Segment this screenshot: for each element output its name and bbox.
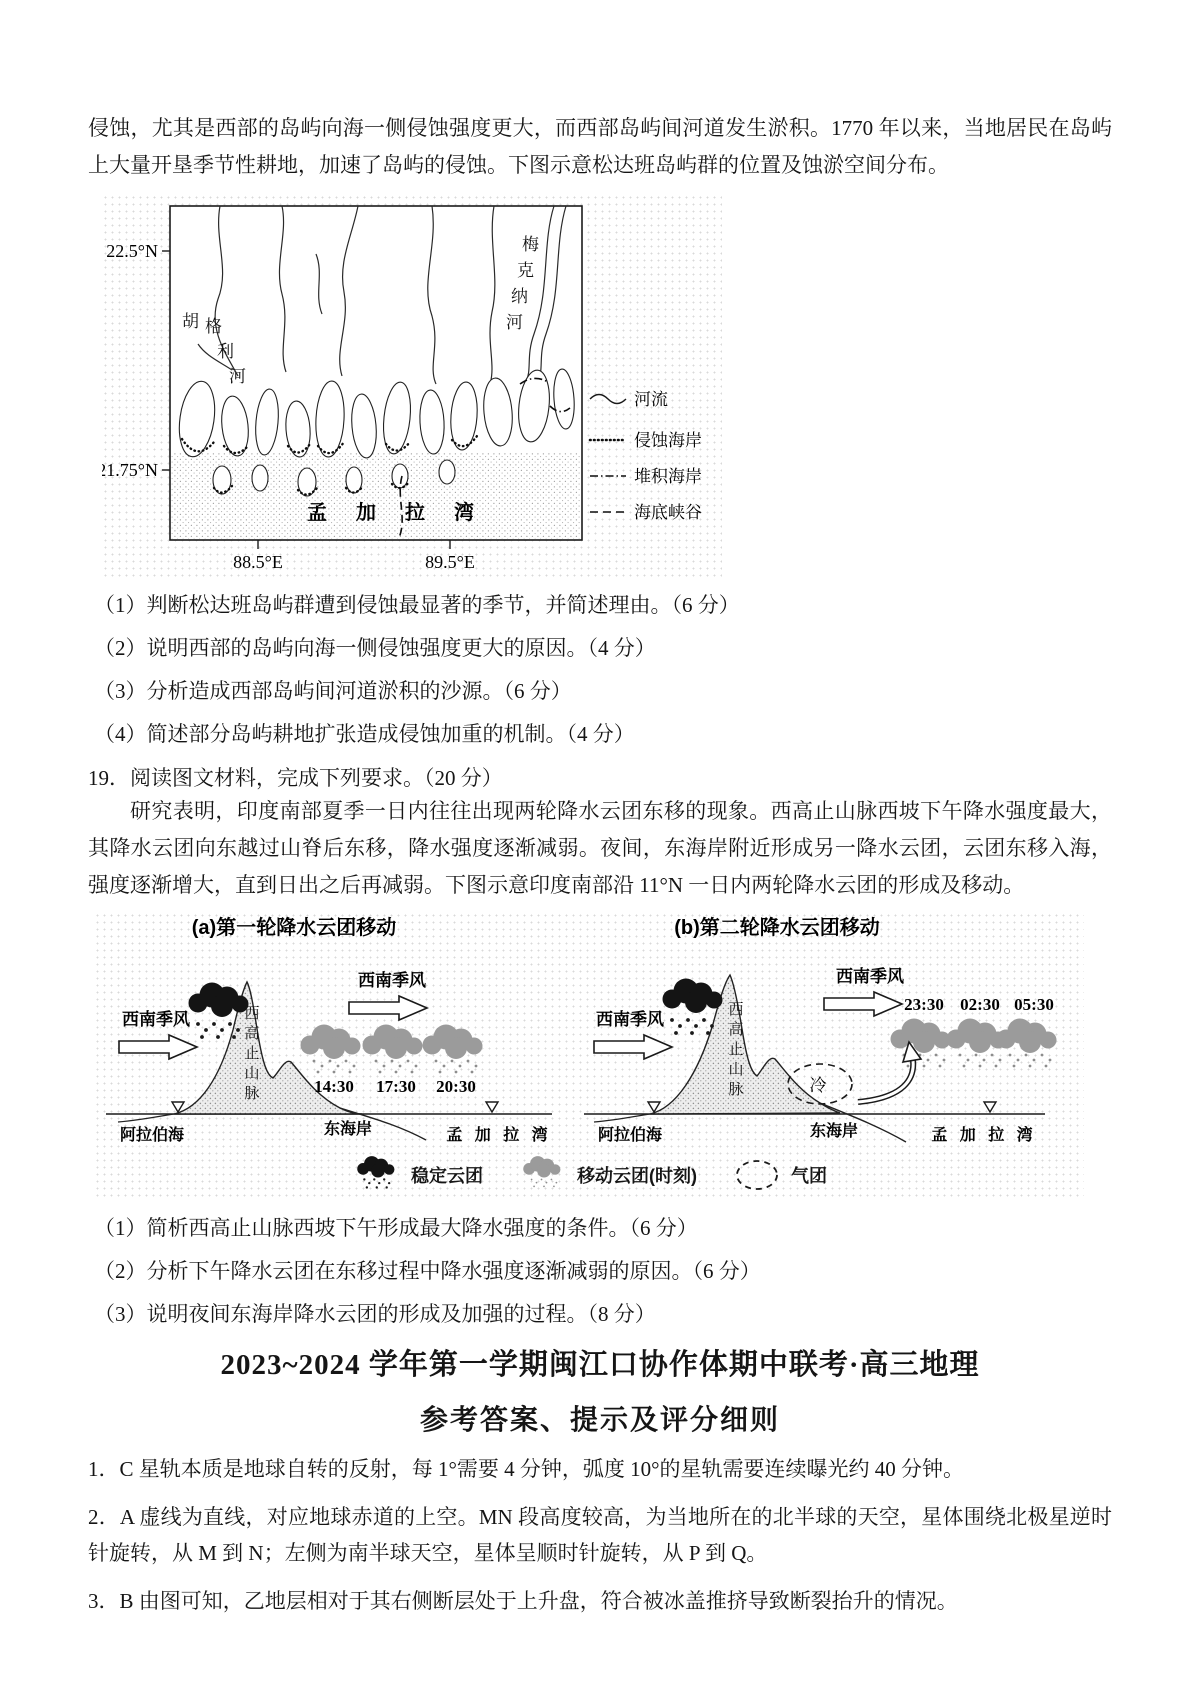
svg-text:脉: 脉 xyxy=(244,1086,260,1102)
svg-text:格: 格 xyxy=(205,317,222,336)
svg-text:高: 高 xyxy=(244,1026,260,1042)
air-mass-label: 气团 xyxy=(791,1166,827,1186)
lat-label-top: 22.5°N xyxy=(106,241,158,261)
cloud-times-a xyxy=(314,1077,476,1096)
mountain-label-a xyxy=(244,1005,259,1102)
svg-text:河: 河 xyxy=(506,313,523,332)
monsoon-arrow-b-right xyxy=(824,992,902,1016)
erosion-coast-legend-label: 侵蚀海岸 xyxy=(634,431,702,450)
river-legend-symbol xyxy=(590,395,626,404)
sundarbans-map xyxy=(102,194,722,572)
svg-text:高: 高 xyxy=(728,1022,744,1038)
svg-text:山: 山 xyxy=(728,1062,744,1078)
q18-item-2: （2）说明西部的岛屿向海一侧侵蚀强度更大的原因。（4 分） xyxy=(94,636,656,660)
east-coast-label-a: 东海岸 xyxy=(323,1121,373,1138)
legend-air-mass xyxy=(731,1155,827,1195)
bay-label-b: 孟 加 拉 湾 xyxy=(931,1127,1037,1144)
mountain-label-b xyxy=(728,1001,743,1098)
moving-cloud-icon xyxy=(517,1155,569,1195)
sundarbans-map-figure xyxy=(102,194,722,577)
q18-item-1: （1）判断松达班岛屿群遭到侵蚀最显著的季节，并简述理由。（6 分） xyxy=(94,593,740,617)
lat-label-bottom: 21.75°N xyxy=(102,460,158,480)
rising-air-arrow xyxy=(858,1042,921,1102)
moving-cloud-a3 xyxy=(423,1025,483,1060)
east-coast-label-b: 东海岸 xyxy=(809,1123,859,1140)
answer-item-3: 3．B 由图可知，乙地层相对于其右侧断层处于上升盘，符合被冰盖推挤导致断裂抬升的情况。 xyxy=(88,1589,958,1613)
stable-cloud-label: 稳定云团 xyxy=(411,1166,483,1186)
panel-b-second-round xyxy=(572,912,1057,1152)
moving-cloud-b3 xyxy=(997,1019,1057,1054)
submarine-canyon-legend-label: 海底峡谷 xyxy=(634,503,702,522)
west-coast-profile xyxy=(118,1114,174,1122)
legend-stable-cloud xyxy=(351,1155,483,1195)
rain-cloud-figure xyxy=(94,912,1084,1200)
svg-text:脉: 脉 xyxy=(728,1082,744,1098)
svg-text:利: 利 xyxy=(217,342,234,361)
sea-marker-a-left xyxy=(172,1102,184,1112)
svg-text:西: 西 xyxy=(244,1006,260,1022)
west-coast-profile-b xyxy=(594,1114,650,1122)
svg-text:05:30: 05:30 xyxy=(1014,995,1054,1014)
q18-item-4: （4）简述部分岛屿耕地扩张造成侵蚀加重的机制。（4 分） xyxy=(94,722,635,746)
bay-of-bengal-label: 孟 加 拉 湾 xyxy=(307,502,486,524)
panel-a-title: (a)第一轮降水云团移动 xyxy=(191,917,397,939)
stable-cloud-icon xyxy=(351,1155,403,1195)
intro-paragraph: 侵蚀，尤其是西部的岛屿向海一侧侵蚀强度更大，而西部岛屿间河道发生淤积。1770 年以来，当地居民在岛屿上大量开垦季节性耕地，加速了岛屿的侵蚀。下图示意松达班岛屿群的位置及蚀淤空间分布。 xyxy=(88,116,1112,177)
cloud-times-b xyxy=(904,995,1054,1014)
figure-panels xyxy=(94,912,1084,1152)
svg-text:西: 西 xyxy=(728,1002,744,1018)
q19-heading: 19．阅读图文材料，完成下列要求。（20 分） xyxy=(88,766,503,790)
svg-text:17:30: 17:30 xyxy=(376,1077,416,1096)
monsoon-label-a-left: 西南季风 xyxy=(122,1010,190,1029)
svg-text:纳: 纳 xyxy=(511,287,528,306)
q18-item-3: （3）分析造成西部岛屿间河道淤积的沙源。（6 分） xyxy=(94,679,572,703)
svg-text:止: 止 xyxy=(244,1046,260,1062)
svg-text:23:30: 23:30 xyxy=(904,995,944,1014)
deposition-coast-legend-label: 堆积海岸 xyxy=(634,467,702,486)
moving-cloud-label: 移动云团(时刻) xyxy=(577,1166,697,1186)
air-mass-icon xyxy=(731,1155,783,1195)
answer-item-2: 2．A 虚线为直线，对应地球赤道的上空。MN 段高度较高，为当地所在的北半球的天空，星体围绕北极星逆时针旋转，从 M 到 N；左侧为南半球天空，星体呈顺时针旋转，从 P 到 Q。 xyxy=(88,1505,1112,1565)
svg-text:14:30: 14:30 xyxy=(314,1077,354,1096)
q19-material: 研究表明，印度南部夏季一日内往往出现两轮降水云团东移的现象。西高止山脉西坡下午降水强度最大，其降水云团向东越过山脊后东移，降水强度逐渐减弱。夜间，东海岸附近形成另一降水云团，云团东移入海，强度逐渐增大，直到日出之后再减弱。下图示意印度南部沿 11°N 一日内两轮降水云团的形成及移动。 xyxy=(88,799,1112,897)
answer-key-title: 2023~2024 学年第一学期闽江口协作体期中联考·高三地理 xyxy=(220,1349,980,1381)
cold-air-mass-label: 冷 xyxy=(809,1076,827,1095)
answer-key-subtitle: 参考答案、提示及评分细则 xyxy=(419,1404,780,1435)
stable-cloud-rain-b xyxy=(670,1018,714,1035)
moving-cloud-rain-a1 xyxy=(313,1060,356,1074)
sea-marker-a-right xyxy=(486,1102,498,1112)
svg-text:河: 河 xyxy=(229,367,246,386)
legend-moving-cloud xyxy=(517,1155,697,1195)
moving-cloud-b1 xyxy=(891,1019,951,1054)
moving-cloud-rain-a2 xyxy=(375,1060,418,1074)
q19-item-1: （1）简析西高止山脉西坡下午形成最大降水强度的条件。（6 分） xyxy=(94,1216,698,1240)
sea-marker-b-right xyxy=(984,1102,996,1112)
arabian-sea-label-b: 阿拉伯海 xyxy=(597,1127,663,1144)
moving-cloud-rain-b2 xyxy=(959,1054,1002,1068)
svg-text:山: 山 xyxy=(244,1066,260,1082)
svg-text:20:30: 20:30 xyxy=(436,1077,476,1096)
monsoon-arrow-a-left xyxy=(119,1035,197,1059)
answer-list xyxy=(88,1451,1112,1619)
svg-text:02:30: 02:30 xyxy=(960,995,1000,1014)
bay-water xyxy=(171,452,581,539)
svg-text:克: 克 xyxy=(517,261,534,280)
answer-item-1: 1．C 星轨本质是地球自转的反射，每 1°需要 4 分钟，弧度 10°的星轨需要连续曝光约 40 分钟。 xyxy=(88,1457,965,1481)
moving-cloud-rain-a3 xyxy=(435,1060,478,1074)
lon-label-right: 89.5°E xyxy=(425,552,475,572)
svg-text:胡: 胡 xyxy=(182,312,199,331)
monsoon-arrow-b-left xyxy=(594,1035,672,1059)
panel-b-title: (b)第二轮降水云团移动 xyxy=(674,917,880,939)
panel-a-first-round xyxy=(94,912,564,1152)
arabian-sea-label-a: 阿拉伯海 xyxy=(119,1127,185,1144)
monsoon-label-b-left: 西南季风 xyxy=(596,1010,664,1029)
lon-label-left: 88.5°E xyxy=(233,552,283,572)
stable-cloud-b xyxy=(663,979,723,1014)
monsoon-arrow-a-right xyxy=(349,996,427,1020)
moving-cloud-a1 xyxy=(301,1025,361,1060)
monsoon-label-b-right: 西南季风 xyxy=(836,967,904,986)
river-legend-label: 河流 xyxy=(634,390,668,409)
q19-item-3: （3）说明夜间东海岸降水云团的形成及加强的过程。（8 分） xyxy=(94,1302,656,1326)
svg-text:止: 止 xyxy=(728,1042,744,1058)
moving-cloud-a2 xyxy=(363,1025,423,1060)
bay-label-a: 孟 加 拉 湾 xyxy=(446,1127,552,1144)
rain-figure-legend xyxy=(94,1154,1084,1196)
moving-cloud-rain-b3 xyxy=(1009,1054,1052,1068)
map-legend xyxy=(590,390,702,522)
q19-item-2: （2）分析下午降水云团在东移过程中降水强度逐渐减弱的原因。（6 分） xyxy=(94,1259,761,1283)
stable-cloud-a xyxy=(189,983,249,1018)
monsoon-label-a-right: 西南季风 xyxy=(358,971,426,990)
svg-text:梅: 梅 xyxy=(522,235,539,254)
